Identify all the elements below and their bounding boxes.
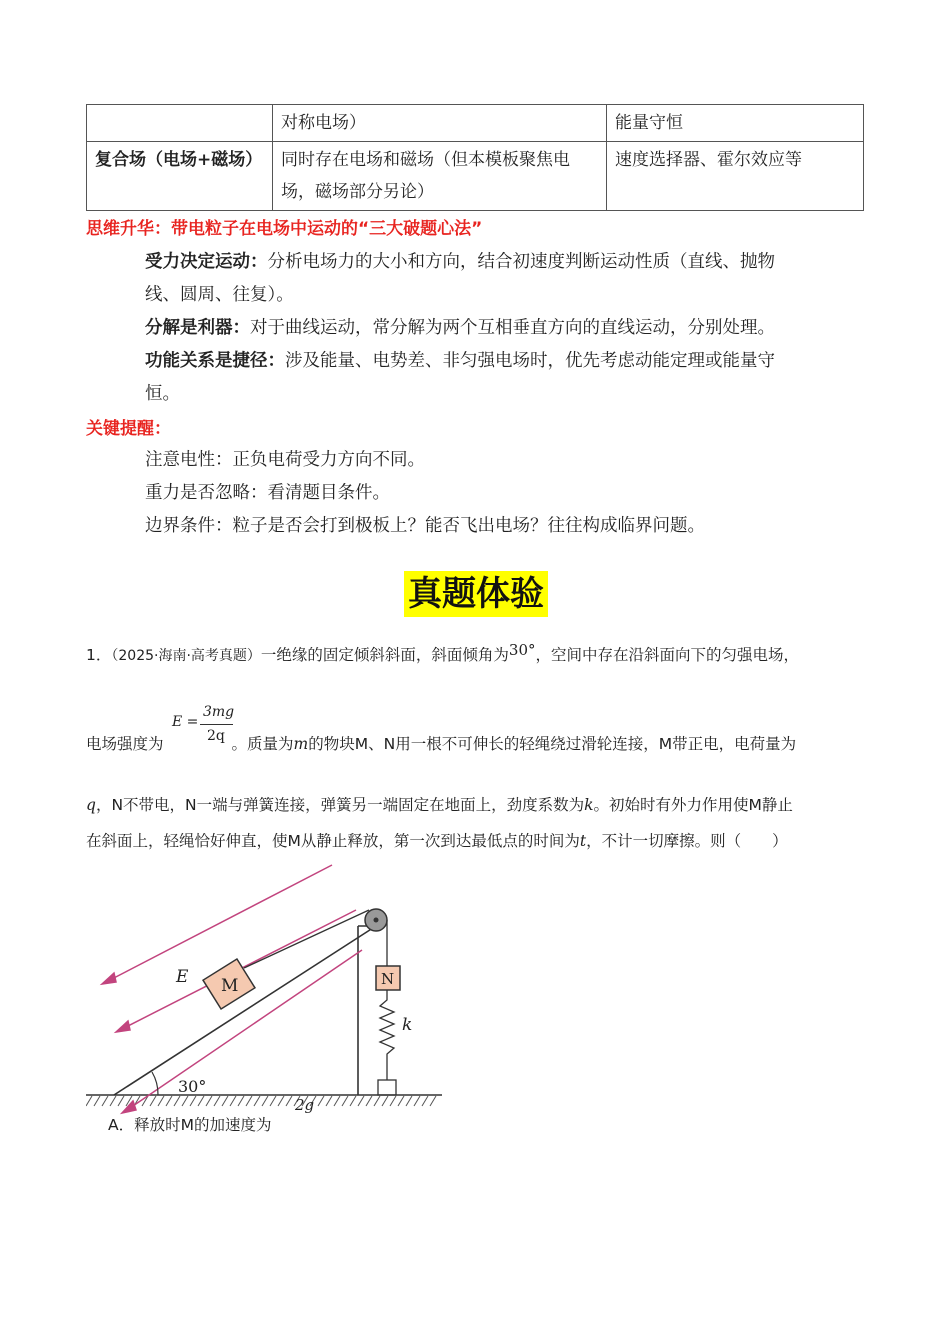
formula-numerator: 3mg [203,704,235,720]
fraction-bar [200,724,233,725]
incline-figure [86,860,446,1120]
question-text: 一绝缘的固定倾斜斜面，斜面倾角为 [260,646,509,664]
formula-e-label: E = [172,714,199,730]
formula-denominator: 2q [207,728,225,744]
table-cell: 对称电场） [273,105,607,142]
list-item: 重力是否忽略：看清题目条件。 [145,483,390,503]
item-bold: 受力决定运动： [145,252,268,272]
list-item [145,246,845,279]
option-a [108,1113,271,1135]
table-cell: 能量守恒 [607,105,864,142]
var-k: k [584,796,594,814]
angle-label: 30° [178,1077,207,1096]
angle-value: 30° [508,641,536,659]
question-text: 在斜面上，轻绳恰好伸直，使M从静止释放，第一次到达最低点的时间为 [86,832,580,850]
table-row [87,142,864,211]
field-type-table [86,104,864,211]
item-bold: 功能关系是捷径： [145,351,285,371]
table-cell: 速度选择器、霍尔效应等 [607,142,864,211]
question-text: 。初始时有外力作用使M静止 [593,796,793,814]
question-line-1 [86,643,799,665]
item-text: 分析电场力的大小和方向，结合初速度判断运动性质（直线、抛物 [267,252,775,272]
question-text: ，不计一切摩擦。则（ ） [586,832,788,850]
question-text: ，空间中存在沿斜面向下的匀强电场， [535,646,800,664]
block-n-label: N [381,970,395,988]
reminder-list [145,444,845,543]
var-q: q [86,796,96,814]
table-cell [87,105,273,142]
item-text: 涉及能量、电势差、非匀强电场时，优先考虑动能定理或能量守 [285,351,775,371]
list-item-cont: 恒。 [145,384,180,404]
question-text: 电场强度为 [86,735,164,753]
section-title: 真题体验 [404,571,548,617]
question-line-4 [86,829,788,851]
question-text: 的物块M、N用一根不可伸长的轻绳绕过滑轮连接，M带正电，电荷量为 [308,735,797,753]
list-item [145,312,845,345]
list-item: 边界条件：粒子是否会打到极板上？能否飞出电场？往往构成临界问题。 [145,516,705,536]
question-text: ，N不带电，N一端与弹簧连接，弹簧另一端固定在地面上，劲度系数为 [95,796,585,814]
list-item: 注意电性：正负电荷受力方向不同。 [145,450,425,470]
question-text: 。质量为 [231,735,294,753]
list-item-cont: 线、圆周、往复）。 [145,285,294,305]
table-row [87,105,864,142]
question-line-3 [86,793,793,815]
list-item [145,345,845,378]
thinking-list [145,246,845,411]
block-m-label: M [221,976,239,996]
reminder-heading: 关键提醒： [86,419,171,439]
spring-icon [380,990,394,1080]
option-a-formula: 2g [295,1096,315,1114]
var-m: m [293,735,309,753]
item-text: 对于曲线运动，常分解为两个互相垂直方向的直线运动，分别处理。 [250,318,775,338]
table-cell: 复合场（电场+磁场） [87,142,273,211]
question-number: 1． [86,646,112,664]
thinking-heading: 思维升华：带电粒子在电场中运动的“三大破题心法” [86,219,483,239]
option-a-text: A．释放时M的加速度为 [108,1116,272,1134]
question-source: （2025·海南·高考真题） [111,648,261,664]
question-line-2 [86,732,796,754]
table-cell: 同时存在电场和磁场（但本模板聚焦电场，磁场部分另论） [273,142,607,211]
var-t: t [579,832,587,850]
spring-k-label: k [402,1015,413,1035]
field-e-label: E [176,967,189,987]
item-bold: 分解是利器： [145,318,250,338]
